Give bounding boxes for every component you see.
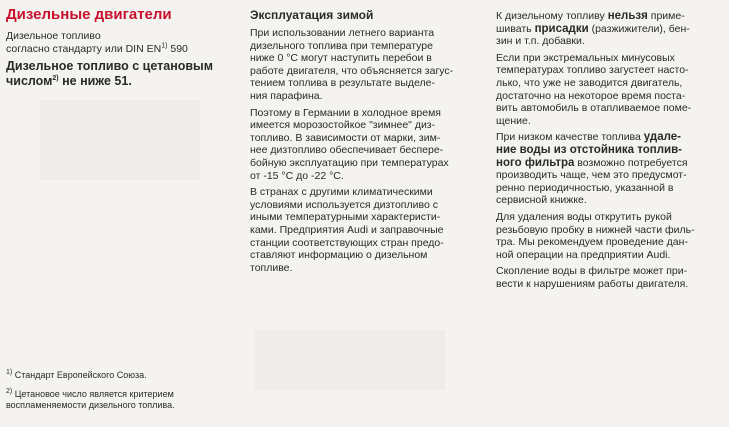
text-line: вести к нарушениям работы двигателя. bbox=[496, 277, 689, 290]
text-line: ренно периодичностью, указанной в bbox=[496, 181, 674, 194]
text-line: условиями используется дизтопливо с bbox=[250, 198, 438, 211]
filter-plug-paragraph bbox=[496, 211, 724, 261]
text-line: работе двигателя, что объясняется загус- bbox=[250, 64, 454, 77]
text-line: щение. bbox=[496, 114, 531, 127]
text-line: температурах топливо загустеет насто- bbox=[496, 64, 689, 77]
text-line: ной операции на предприятии Audi. bbox=[496, 248, 671, 261]
fuel-spec-line-1: Дизельное топливо bbox=[6, 30, 101, 42]
text-line: имеется морозостойкое "зимнее" диз- bbox=[250, 119, 436, 132]
additives-paragraph: К дизельному топливу нельзя приме- шивать присадки (разжижители), бен- зин и т.п. добавки. bbox=[496, 10, 690, 48]
text-line: бойную эксплуатацию при температурах bbox=[250, 156, 449, 169]
text-line: В странах с другими климатическими bbox=[250, 186, 433, 199]
text-line: иными температурными характеристи- bbox=[250, 211, 441, 224]
text-line: станции соответствующих стран предо- bbox=[250, 236, 444, 249]
text-line: резьбовую пробку в нижней части филь- bbox=[496, 223, 695, 236]
text-line: тра. Мы рекомендуем проведение дан- bbox=[496, 236, 688, 249]
text-line: вить автомобиль в отапливаемое поме- bbox=[496, 102, 692, 115]
winter-paragraph-3 bbox=[250, 186, 472, 274]
water-consequence-paragraph bbox=[496, 265, 724, 290]
text-line: Поэтому в Германии в холодное время bbox=[250, 106, 441, 119]
text-line: лько, что уже не заводится двигатель, bbox=[496, 76, 683, 89]
winter-paragraph-2 bbox=[250, 107, 472, 183]
text-line: ния парафина. bbox=[250, 89, 323, 102]
thick-fuel-paragraph bbox=[496, 52, 724, 128]
text-line: ками. Предприятия Audi и заправочные bbox=[250, 223, 444, 236]
text-line: нее дизтопливо обеспечивает беспере- bbox=[250, 144, 444, 157]
text-line: ставляют информацию о дизельном bbox=[250, 249, 428, 262]
left-column bbox=[6, 0, 218, 89]
middle-column bbox=[250, 0, 472, 274]
text-line: достаточно на некоторое время поста- bbox=[496, 89, 686, 102]
text-line: тением топлива в результате выделе- bbox=[250, 77, 435, 90]
cetane-requirement: Дизельное топливо с цетановым числом$^{2)}$ не ниже 51. bbox=[6, 59, 213, 88]
fuel-spec-line-2: согласно стандарту или DIN EN$^{1)}$ 590 bbox=[6, 42, 188, 55]
text-line: сервисной книжке. bbox=[496, 194, 587, 207]
bleed-through-shadow bbox=[255, 330, 445, 390]
text-line: При использовании летнего варианта bbox=[250, 27, 435, 39]
text-line: топливо. В зависимости от марки, зим- bbox=[250, 131, 441, 144]
section-title-winter: Эксплуатация зимой bbox=[250, 8, 374, 22]
section-title-diesel: Дизельные двигатели bbox=[6, 6, 172, 23]
footnote-1: $^{1)}$ Стандарт Европейского Союза. bbox=[6, 369, 147, 380]
footnote-2: $^{2)}$ Цетановое число является критерием воспламеняемости дизельного топлива. bbox=[6, 388, 175, 410]
text-line: топливе. bbox=[250, 261, 293, 274]
text-line: Скопление воды в фильтре может при- bbox=[496, 265, 688, 278]
text-line: производить чаще, чем это предусмот- bbox=[496, 169, 687, 182]
text-line: ниже 0 °С могут наступить перебои в bbox=[250, 52, 432, 65]
bleed-through-shadow bbox=[40, 100, 200, 180]
text-line: Для удаления воды открутить рукой bbox=[496, 210, 672, 223]
text-line: от -15 °С до -22 °С. bbox=[250, 169, 344, 182]
water-removal-paragraph: При низком качестве топлива удале- ние воды из отстойника топлив- ного фильтра возможно потребуется производить чаще, чем это предусмот- ренно периодичностью, указанной в сервисной книжке. bbox=[496, 131, 724, 207]
winter-paragraph-1 bbox=[250, 27, 472, 103]
right-column bbox=[496, 0, 724, 290]
footnotes bbox=[6, 370, 236, 419]
text-line: Если при экстремальных минусовых bbox=[496, 51, 675, 64]
text-line: дизельного топлива при температуре bbox=[250, 39, 433, 52]
